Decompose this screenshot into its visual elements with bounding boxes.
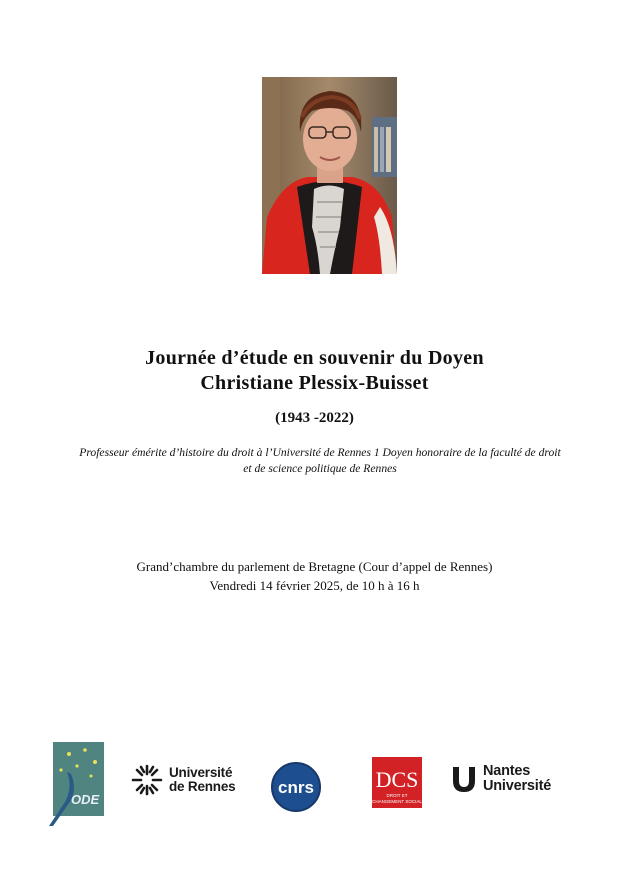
universite-de-rennes-logo xyxy=(131,763,237,797)
nantes-logo-line-1: Nantes xyxy=(483,763,531,779)
date-time-text: Vendredi 14 février 2025, de 10 h à 16 h xyxy=(209,578,420,593)
page-title xyxy=(0,346,629,396)
nantes-universite-logo xyxy=(451,763,561,795)
portrait-photo xyxy=(262,77,397,274)
dcs-logo-line-2: CHANGEMENT SOCIAL xyxy=(372,799,422,804)
cnrs-logo-text: cnrs xyxy=(278,778,314,797)
ode-logo-text: ODE xyxy=(71,792,100,807)
dcs-logo-line-1: DROIT ET xyxy=(386,793,408,798)
title-line-1: Journée d’étude en souvenir du Doyen xyxy=(145,347,484,369)
subtitle-line-2: et de science politique de Rennes xyxy=(243,462,397,475)
dcs-logo-letters: DCS xyxy=(375,767,419,792)
rennes-logo-line-2: de Rennes xyxy=(169,779,236,794)
subtitle-line-1: Professeur émérite d’histoire du droit à l’Université de Rennes 1 Doyen honoraire de la faculté de droit xyxy=(79,446,561,459)
nantes-logo-line-2: Université xyxy=(483,778,552,794)
rennes-emblem-icon xyxy=(131,764,163,796)
ode-logo xyxy=(47,742,104,826)
cnrs-logo xyxy=(271,762,321,812)
rennes-logo-line-1: Université xyxy=(169,765,233,780)
title-line-2: Christiane Plessix-Buisset xyxy=(200,372,429,394)
subtitle xyxy=(70,445,570,477)
venue-text: Grand’chambre du parlement de Bretagne (Cour d’appel de Rennes) xyxy=(136,559,493,574)
life-dates: (1943 -2022) xyxy=(275,410,354,426)
dcs-logo xyxy=(372,757,422,808)
nantes-emblem-icon xyxy=(451,765,477,793)
event-details xyxy=(0,557,629,595)
